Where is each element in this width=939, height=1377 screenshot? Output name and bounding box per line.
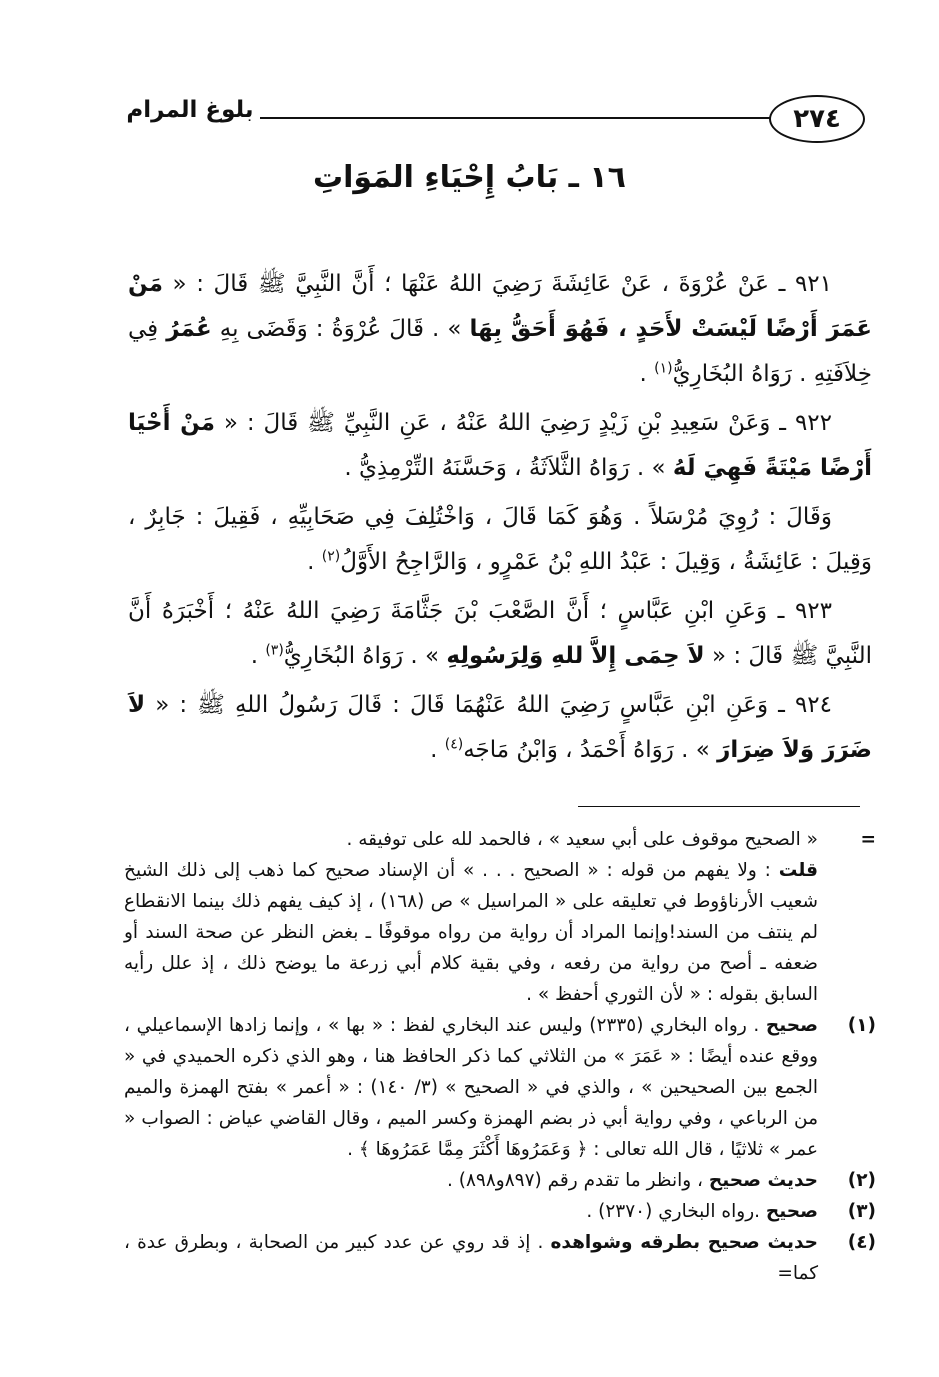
hadith-text: » . رَوَاهُ الثَّلاَثَةُ ، وَحَسَّنَهُ التِّرْمِذِيُّ . — [344, 455, 673, 481]
footnote-lead: حديث صحيح — [708, 1170, 818, 1191]
footnote-lead: صحيح — [765, 1201, 818, 1222]
footnote-1 — [124, 1010, 876, 1165]
footnote-text: . رواه البخاري (٢٣٣٥) وليس عند البخاري لفظ : « بها » ، وإنما زادها الإسماعيلي ، ووقع عنده أيضًا : « عَمَرَ » من الثلاثي كما ذكر الحافظ هنا ، وهو الذي ذكره الحميدي في « الجمع بين الصحيحين » ، والذي في « الصحيح » (٣/ ١٤٠) : « أعمر » بفتح الهمزة والميم من الرباعي ، وفي رواية أبي ذر بضم الهمزة وكسر الميم ، وقال القاضي عياض : الصواب « عمر » ثلاثيًا ، قال الله تعالى : ﴿ وَعَمَرُوهَا أَكْثَرَ مِمَّا عَمَرُوهَا ﴾ . — [124, 1015, 818, 1160]
hadith-text: وَقَالَ : رُوِيَ مُرْسَلاً . وَهُوَ كَمَا قَالَ ، وَاخْتُلِفَ فِي صَحَابِيِّهِ ، فَقِيلَ : جَابِرٌ ، وَقِيلَ : عَائِشَةُ ، وَقِيلَ : عَبْدُ اللهِ بْنُ عَمْرٍو ، وَالرَّاجِحُ الأَوَّلُ — [128, 504, 872, 575]
footnote-lead: قلت — [778, 860, 818, 881]
hadith-text: فِي خِلاَفَتِهِ . رَوَاهُ البُخَارِيُّ — [128, 316, 872, 387]
hadith-922-comment — [128, 495, 872, 585]
page-number: ٢٧٤ — [769, 95, 865, 143]
continuation-mark: = — [860, 829, 876, 850]
footnote-number: (٢) — [847, 1170, 876, 1191]
running-book-title: بلوغ المرام — [126, 97, 254, 123]
footnote-3 — [124, 1196, 876, 1227]
page-header — [125, 95, 865, 145]
footnote-number: (١) — [847, 1015, 876, 1036]
hadith-bold-name: عُمَرُ — [166, 316, 212, 342]
footnote-ref: (٤) — [444, 736, 464, 753]
hadith-924 — [128, 683, 872, 773]
footnote-lead: صحيح — [765, 1015, 818, 1036]
hadith-923 — [128, 589, 872, 679]
hadith-text: ٩٢٣ ـ وَعَنِ ابْنِ عَبَّاسٍ ؛ أَنَّ الصَّعْبَ بْنَ جَثَّامَةَ رَضِيَ اللهُ عَنْهُ ؛ أَخْبَرَهُ أَنَّ النَّبِيَّ ﷺ قَالَ : « — [128, 598, 872, 669]
hadith-text: ٩٢١ ـ عَنْ عُرْوَةَ ، عَنْ عَائِشَةَ رَضِيَ اللهُ عَنْهَا ؛ أَنَّ النَّبِيَّ ﷺ قَالَ : « — [162, 271, 832, 297]
header-rule — [260, 117, 770, 119]
hadith-921 — [128, 262, 872, 397]
hadith-text: » . رَوَاهُ أَحْمَدُ ، وَابْنُ مَاجَه — [463, 737, 718, 763]
footnote-ref: (٣) — [265, 642, 284, 659]
footnote-number: (٤) — [847, 1232, 876, 1253]
hadith-text: » . قَالَ عُرْوَةُ : وَقَضَى بِهِ — [211, 316, 470, 342]
footnotes — [124, 824, 876, 1289]
footnote-continuation — [124, 824, 876, 855]
hadith-text: . — [307, 549, 322, 575]
footnote-text: .رواه البخاري (٢٣٧٠) . — [586, 1201, 766, 1222]
hadith-text: ٩٢٢ ـ وَعَنْ سَعِيدِ بْنِ زَيْدٍ رَضِيَ اللهُ عَنْهُ ، عَنِ النَّبِيِّ ﷺ قَالَ : « — [215, 410, 832, 436]
footnote-continuation-note — [124, 855, 876, 1010]
hadith-text: . — [639, 361, 655, 387]
hadith-922 — [128, 401, 872, 491]
footnote-4 — [124, 1227, 876, 1289]
hadith-quote: مَنْ أَحْيَا أَرْضًا مَيْتَةً فَهِيَ لَهُ — [128, 410, 872, 481]
footnote-text: . إذ قد روي عن عدد كبير من الصحابة ، وبطرق عدة ، كما= — [124, 1232, 818, 1284]
hadith-quote: مَنْ عَمَرَ أَرْضًا لَيْسَتْ لأَحَدٍ ، فَهُوَ أَحَقُّ بِهَا — [128, 271, 872, 342]
hadith-quote: لاَ ضَرَرَ وَلاَ ضِرَارَ — [128, 692, 872, 763]
footnote-2 — [124, 1165, 876, 1196]
hadith-text: ٩٢٤ ـ وَعَنِ ابْنِ عَبَّاسٍ رَضِيَ اللهُ عَنْهُمَا قَالَ : قَالَ رَسُولُ اللهِ ﷺ : « — [145, 692, 832, 718]
footnote-text: ، وانظر ما تقدم رقم (٨٩٧و٨٩٨) . — [446, 1170, 709, 1191]
footnote-ref: (٢) — [321, 548, 341, 565]
footnote-text: : ولا يفهم من قوله : « الصحيح . . . » أن الإسناد صحيح كما ذهب إلى ذلك الشيخ شعيب الأرناؤوط في تعليقه على « المراسيل » ص (١٦٨) ، إذ كيف يفهم ذلك بينما الانقطاع لم ينتف من السند!وإنما المراد أن رواية من رواه موقوفًا ـ بغض النظر عن صحة السند أو ضعفه ـ أصح من رواية من رفعه ، وفي بقية كلام أبي زرعة ما يوضح ذلك ، إذ علل رأيه السابق بقوله : « لأن الثوري أحفظ » . — [124, 860, 819, 1005]
footnote-number: (٣) — [847, 1201, 876, 1222]
hadith-text: » . رَوَاهُ البُخَارِيُّ — [283, 643, 447, 669]
hadith-quote: لاَ حِمَى إِلاَّ للهِ وَلِرَسُولِهِ — [446, 643, 705, 669]
footnote-text: « الصحيح موقوف على أبي سعيد » ، فالحمد لله على توفيقه . — [346, 829, 818, 850]
footnote-separator — [578, 806, 860, 807]
hadith-text: . — [250, 643, 266, 669]
chapter-title: ١٦ ـ بَابُ إِحْيَاءِ المَوَاتِ — [313, 160, 626, 195]
hadith-text: . — [430, 737, 445, 763]
main-text — [128, 262, 872, 777]
footnote-ref: (١) — [654, 360, 673, 377]
footnote-lead: حديث صحيح بطرقه وشواهده — [550, 1232, 818, 1253]
